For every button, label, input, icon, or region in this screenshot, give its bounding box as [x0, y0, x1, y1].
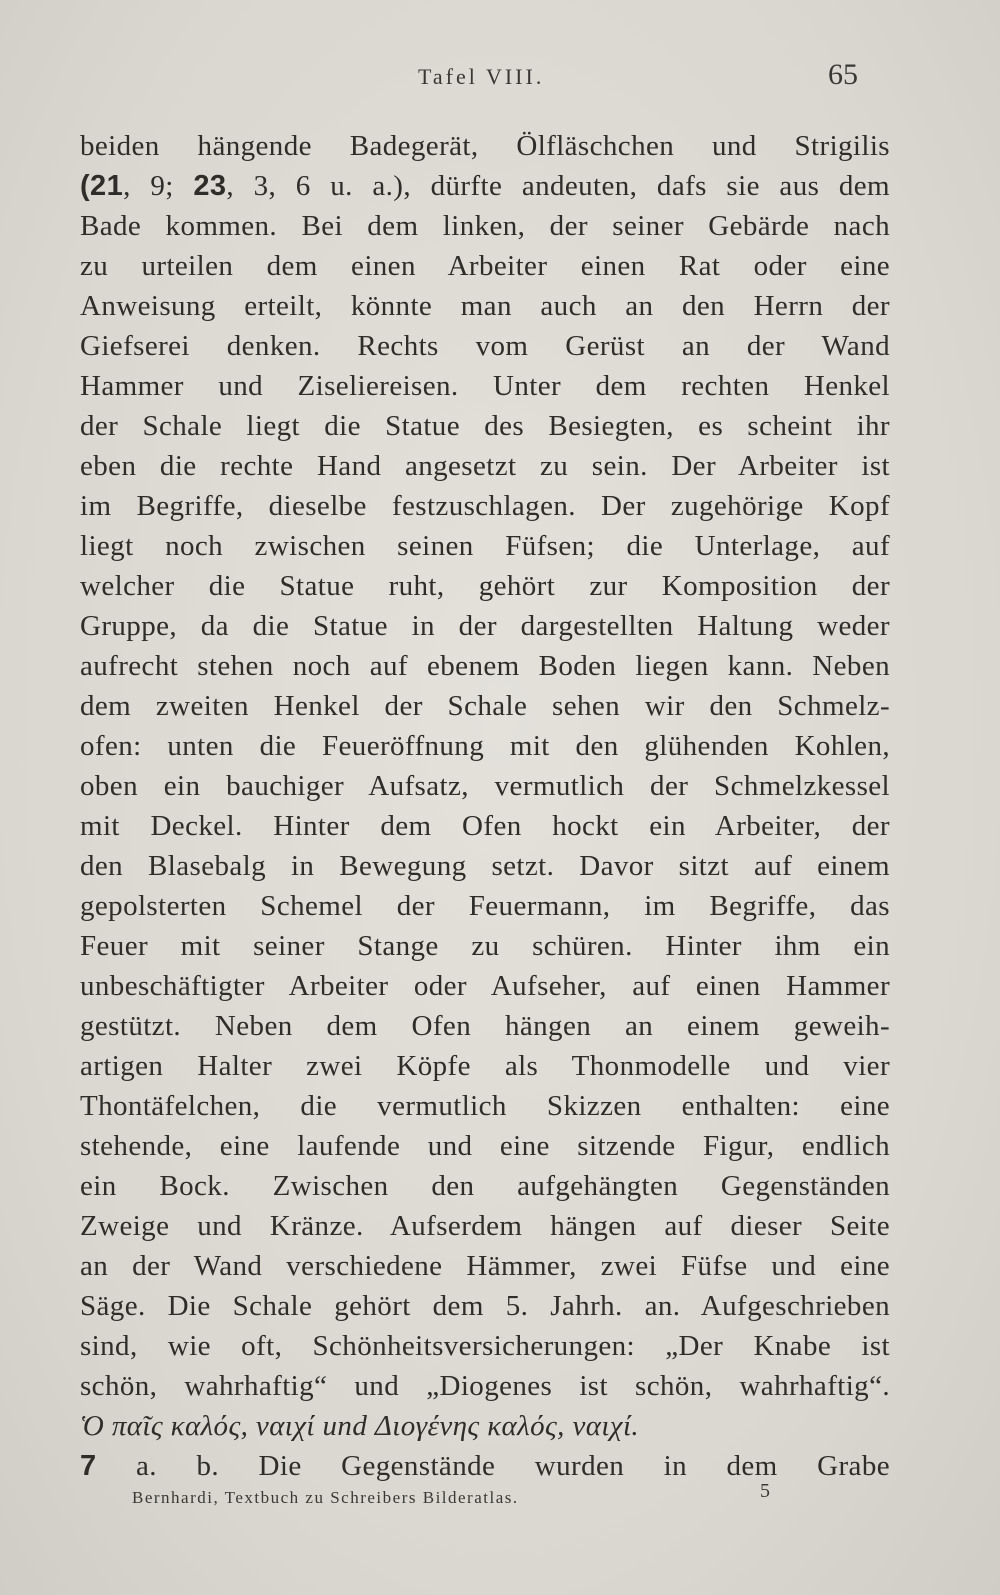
text-line: Säge. Die Schale gehört dem 5. Jahrh. an. Aufgeschrieben [80, 1290, 890, 1322]
text-fragment: , 9; [123, 170, 194, 202]
plate-reference: (21 [80, 170, 124, 202]
text-line: sind, wie oft, Schönheitsversicherungen: „Der Knabe ist [80, 1330, 890, 1362]
text-line: artigen Halter zwei Köpfe als Thonmodelle und vier [80, 1050, 890, 1082]
text-line: Thontäfelchen, die vermutlich Skizzen enthalten: eine [80, 1090, 890, 1122]
text-line: den Blasebalg in Bewegung setzt. Davor sitzt auf einem [80, 850, 890, 882]
page-number: 65 [828, 58, 858, 91]
text-line: der Schale liegt die Statue des Besiegten, es scheint ihr [80, 410, 890, 442]
footer-citation: Bernhardi, Textbuch zu Schreibers Bilderatlas. [132, 1488, 519, 1507]
signature-mark: 5 [760, 1480, 770, 1502]
text-line: beiden hängende Badegerät, Ölfläschchen und Strigilis [80, 130, 890, 162]
text-line: unbeschäftigter Arbeiter oder Aufseher, auf einen Hammer [80, 970, 890, 1002]
running-title: Tafel VIII. [418, 64, 545, 89]
text-line: Feuer mit seiner Stange zu schüren. Hinter ihm ein [80, 930, 890, 962]
body-text [80, 126, 890, 1486]
text-line: liegt noch zwischen seinen Füfsen; die Unterlage, auf [80, 530, 890, 562]
text-line: ofen: unten die Feueröffnung mit den glühenden Kohlen, [80, 730, 890, 762]
text-line: eben die rechte Hand angesetzt zu sein. Der Arbeiter ist [80, 450, 890, 482]
text-line: oben ein bauchiger Aufsatz, vermutlich der Schmelzkessel [80, 770, 890, 802]
text-line: aufrecht stehen noch auf ebenem Boden liegen kann. Neben [80, 650, 890, 682]
text-line: zu urteilen dem einen Arbeiter einen Rat oder eine [80, 250, 890, 282]
text-line: Zweige und Kränze. Aufserdem hängen auf dieser Seite [80, 1210, 890, 1242]
text-line: mit Deckel. Hinter dem Ofen hockt ein Arbeiter, der [80, 810, 890, 842]
text-line: Bade kommen. Bei dem linken, der seiner Gebärde nach [80, 210, 890, 242]
text-line: dem zweiten Henkel der Schale sehen wir den Schmelz- [80, 690, 890, 722]
text-line: gestützt. Neben dem Ofen hängen an einem geweih- [80, 1010, 890, 1042]
page-header [0, 58, 1000, 98]
text-line: stehende, eine laufende und eine sitzende Figur, endlich [80, 1130, 890, 1162]
text-line: Hammer und Ziseliereisen. Unter dem rechten Henkel [80, 370, 890, 402]
text-line: welcher die Statue ruht, gehört zur Komposition der [80, 570, 890, 602]
text-line: Anweisung erteilt, könnte man auch an den Herrn der [80, 290, 890, 322]
text-line: gepolsterten Schemel der Feuermann, im Begriffe, das [80, 890, 890, 922]
text-fragment: a. b. Die Gegenstände wurden in dem Grabe [96, 1450, 890, 1482]
text-line: schön, wahrhaftig“ und „Diogenes ist schön, wahrhaftig“. [80, 1370, 890, 1402]
text-fragment: , 3, 6 u. a.), dürfte andeuten, dafs sie aus dem [226, 170, 890, 202]
text-line [80, 166, 890, 206]
plate-reference: 7 [80, 1450, 97, 1482]
text-line: im Begriffe, dieselbe festzuschlagen. Der zugehörige Kopf [80, 490, 890, 522]
text-line: ein Bock. Zwischen den aufgehängten Gegenständen [80, 1170, 890, 1202]
text-line: an der Wand verschiedene Hämmer, zwei Füfse und eine [80, 1250, 890, 1282]
page-footer [0, 1480, 1000, 1520]
plate-reference: 23 [193, 170, 227, 202]
text-line: Giefserei denken. Rechts vom Gerüst an der Wand [80, 330, 890, 362]
text-line: Gruppe, da die Statue in der dargestellten Haltung weder [80, 610, 890, 642]
greek-inscription-line: Ὁ παῖς καλός, ναιχί und Διογένης καλός, ναιχί. [80, 1410, 640, 1442]
